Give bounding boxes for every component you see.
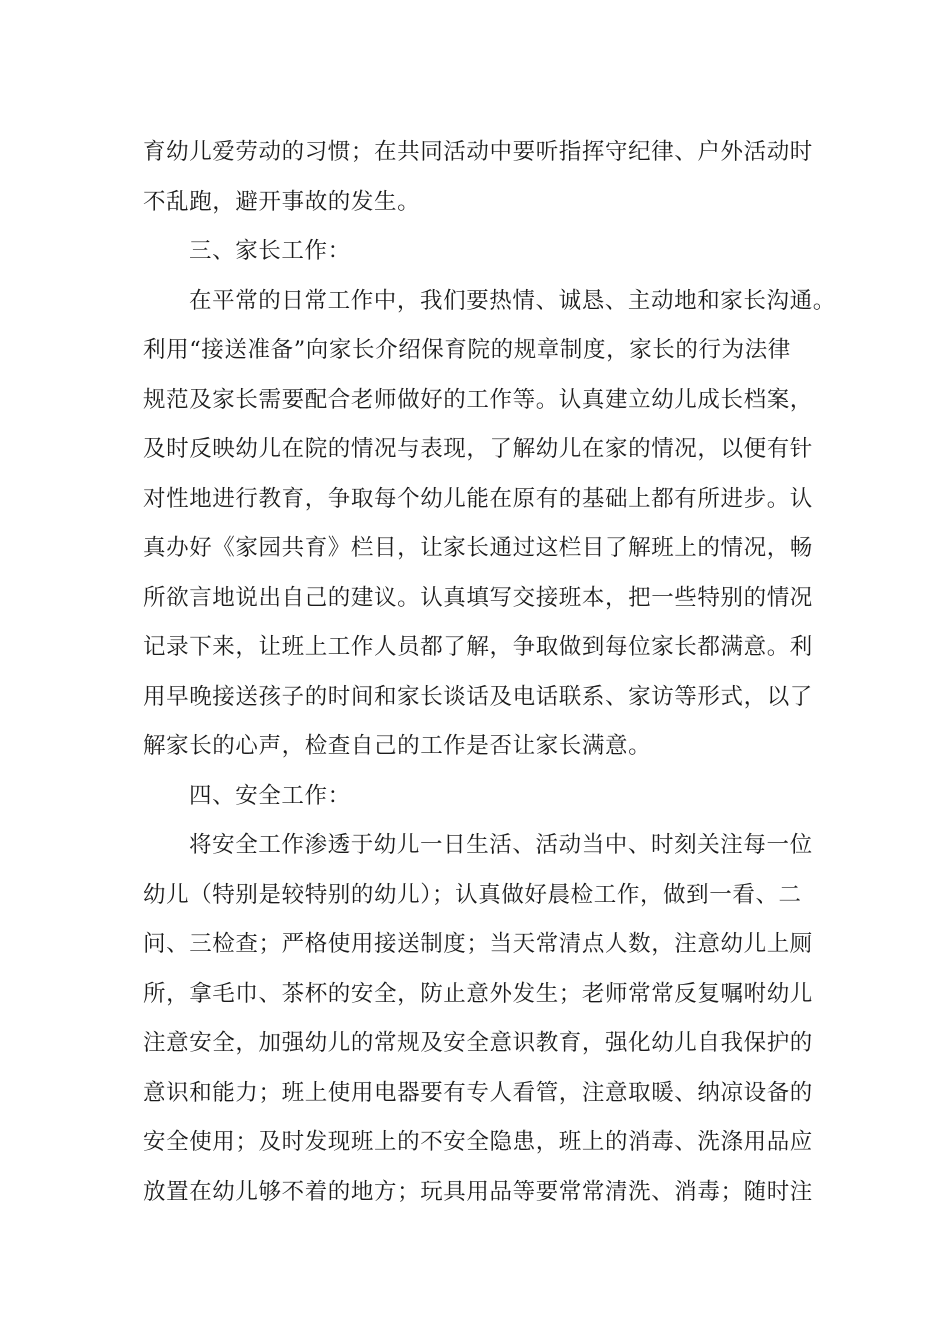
text-line: 真办好《家园共育》栏目，让家长通过这栏目了解班上的情况，畅 [143,535,813,561]
text-line: 记录下来，让班上工作人员都了解，争取做到每位家长都满意。利 [143,634,813,660]
text-line: 不乱跑，避开事故的发生。 [143,188,421,215]
text-line: 安全使用；及时发现班上的不安全隐患，班上的消毒、洗涤用品应 [143,1129,813,1155]
paragraph-start: 将安全工作渗透于幼儿一日生活、活动当中、时刻关注每一位 [189,832,813,858]
text-line: 放置在幼儿够不着的地方；玩具用品等要常常清洗、消毒；随时注 [143,1178,813,1205]
text-line: 幼儿（特别是较特别的幼儿）；认真做好晨检工作，做到一看、二 [143,881,802,908]
text-line: 育幼儿爱劳动的习惯；在共同活动中要听指挥守纪律、户外活动时 [143,139,813,165]
text-line: 对性地进行教育，争取每个幼儿能在原有的基础上都有所进步。认 [143,485,813,512]
text-line: 利用“接送准备”向家长介绍保育院的规章制度，家长的行为法律 [143,337,791,363]
document-body [143,128,836,1217]
text-line: 注意安全，加强幼儿的常规及安全意识教育，强化幼儿自我保护的 [143,1030,813,1056]
section-heading-parents: 三、家长工作： [189,238,351,264]
text-line: 所，拿毛巾、茶杯的安全，防止意外发生；老师常常反复嘱咐幼儿 [143,980,813,1007]
text-line: 用早晚接送孩子的时间和家长谈话及电话联系、家访等形式，以了 [143,683,813,710]
paragraph-start: 在平常的日常工作中，我们要热情、诚恳、主动地和家长沟通。 [189,287,836,314]
text-line: 及时反映幼儿在院的情况与表现，了解幼儿在家的情况，以便有针 [143,436,813,462]
text-line: 所欲言地说出自己的建议。认真填写交接班本，把一些特别的情况 [143,584,813,611]
text-line: 规范及家长需要配合老师做好的工作等。认真建立幼儿成长档案， [143,386,813,413]
text-line: 意识和能力；班上使用电器要有专人看管，注意取暖、纳凉设备的 [143,1079,813,1106]
section-heading-safety: 四、安全工作： [189,782,351,809]
text-line: 问、三检查；严格使用接送制度；当天常清点人数，注意幼儿上厕 [143,931,813,957]
text-line: 解家长的心声，检查自己的工作是否让家长满意。 [143,733,652,759]
